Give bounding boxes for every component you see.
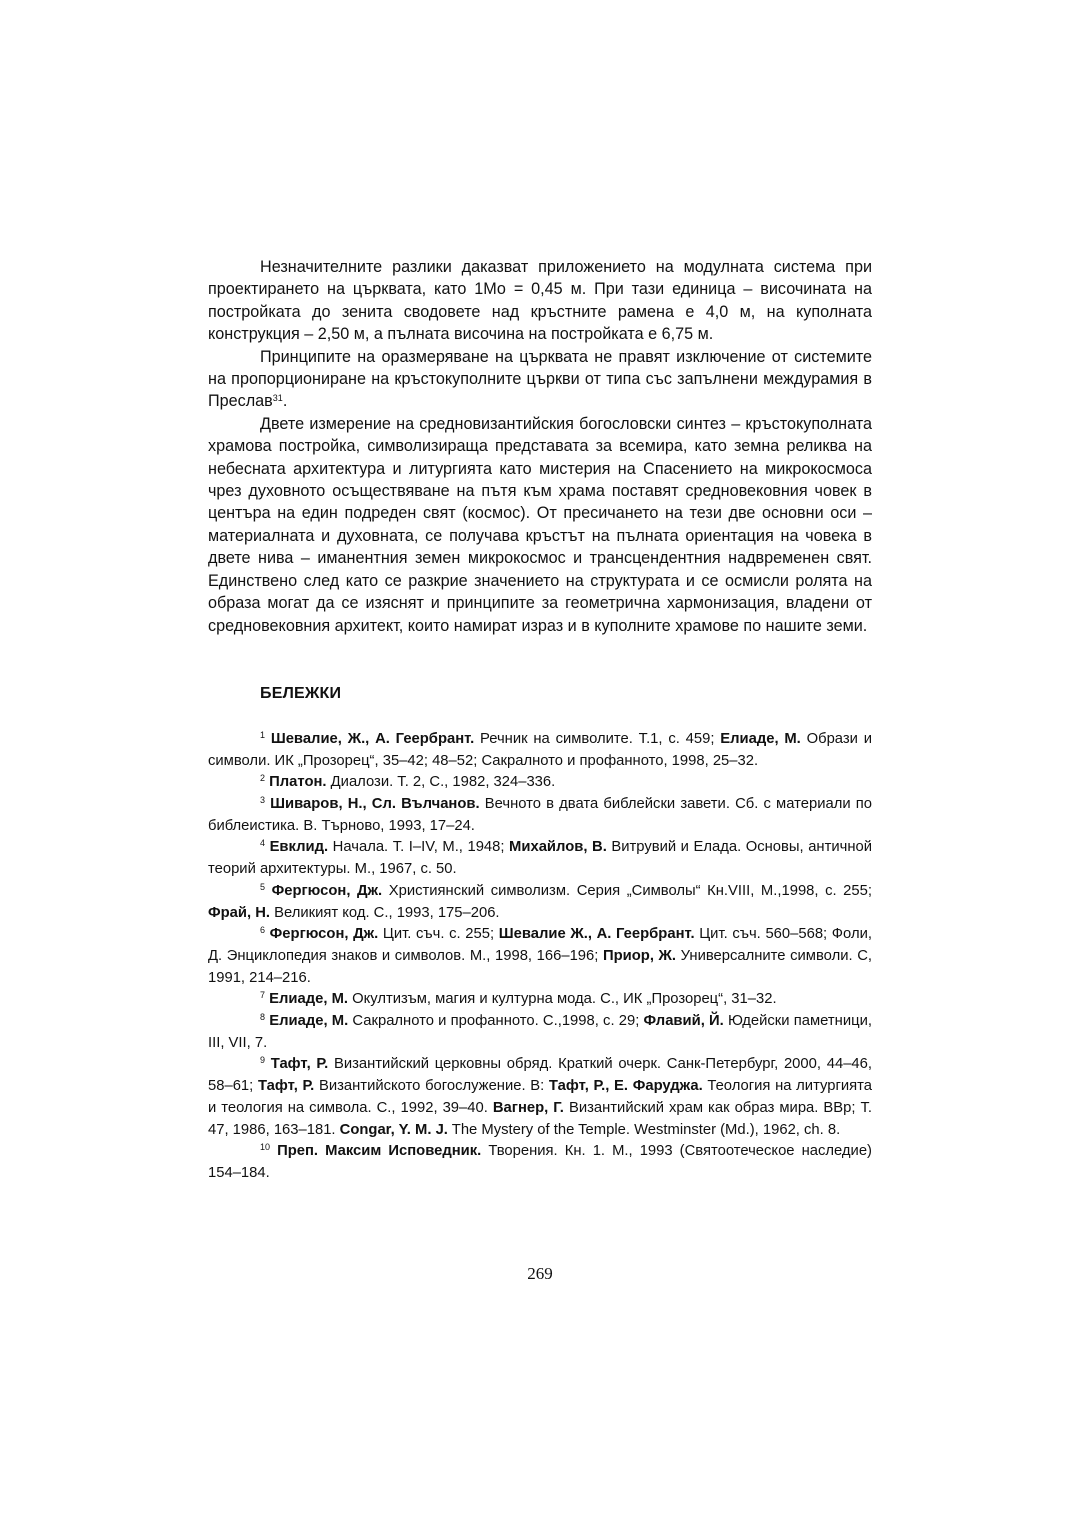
citation-text: Начала. Т. I–IV, М., 1948; (328, 839, 510, 856)
footnote-number: 7 (260, 990, 266, 1001)
footnote (208, 729, 872, 772)
paragraph-2-text: Принципите на оразмеряване на църквата не правят изключение от системите на пропорциониране на кръстокуполните църкви от типа със запълнени междурамия в Преслав (208, 347, 872, 411)
footnote-number: 8 (260, 1012, 266, 1023)
footnote-number: 6 (260, 925, 266, 936)
author: Приор, Ж. (602, 947, 677, 964)
author: Елиаде, М. (269, 991, 349, 1008)
citation-text: Сакралното и профанното. С.,1998, с. 29; (348, 1013, 644, 1030)
citation-text: Византийский храм как образ мира. ВВр; Т. 47, 1986, 163–181. (208, 1099, 873, 1138)
author: Congar, Y. M. J. (339, 1121, 448, 1138)
paragraph-2 (208, 346, 872, 413)
citation-text: Творения. Кн. 1. М., 1993 (Святоотеческое наследие) 154–184. (208, 1143, 872, 1181)
footnote (208, 772, 872, 794)
citation-text: Цит. съч. 560–568; Фоли, Д. Энциклопедия знаков и символов. М., 1998, 166–196; (208, 926, 872, 964)
citation-text: Цит. съч. с. 255; (378, 926, 499, 943)
citation-text: Образи и символи. ИК „Прозорец“, 35–42; 48–52; Сакралното и профанното, 1998, 25–32. (208, 730, 872, 769)
footnote (208, 1054, 872, 1141)
section-heading: БЕЛЕЖКИ (260, 684, 342, 702)
footnote (208, 794, 872, 837)
footnote (208, 989, 872, 1011)
author: Флавий, Й. (643, 1013, 724, 1030)
author: Вагнер, Г. (492, 1099, 564, 1116)
author: Фрай, Н. (208, 904, 271, 921)
author: Платон. (269, 774, 327, 791)
footnotes-list (208, 729, 872, 1185)
footnote-ref-31: 31 (272, 393, 283, 404)
footnote-number: 2 (260, 773, 266, 784)
author: Михайлов, В. (509, 839, 607, 856)
citation-text: Вечното в двата библейски завети. Сб. с материали по библеистика. В. Търново, 1993, 17–24. (208, 796, 872, 834)
footnote-number: 1 (260, 729, 266, 740)
footnote (208, 924, 872, 989)
author: Елиаде, М. (720, 730, 801, 747)
page-number: 269 (527, 1264, 553, 1283)
footnote-number: 5 (260, 881, 266, 892)
footnote-number: 3 (260, 795, 266, 806)
author: Евклид. (269, 839, 329, 856)
citation-text: Византийский церковны обряд. Краткий очерк. Санк-Петербург, 2000, 44–46, 58–61; (208, 1056, 872, 1095)
footnote (208, 881, 872, 924)
footnote (208, 1141, 872, 1184)
citation-text: Окултизъм, магия и културна мода. С., ИК „Прозорец“, 31–32. (348, 991, 777, 1008)
footnote-number: 9 (260, 1055, 266, 1066)
author: Шевалие Ж., А. Геербрант. (498, 926, 695, 943)
citation-text: Византийското богослужение. В: (314, 1078, 549, 1095)
author: Тафт, Р. (270, 1056, 329, 1073)
author: Шиваров, Н., Сл. Вълчанов. (270, 796, 480, 813)
citation-text: Диалози. Т. 2, С., 1982, 324–336. (326, 774, 556, 791)
paragraph-2-end: . (282, 392, 288, 411)
citation-text: Юдейски паметници, III, VII, 7. (208, 1013, 872, 1051)
footnote-number: 10 (260, 1142, 271, 1153)
footnote (208, 1011, 872, 1054)
author: Фергюсон, Дж. (271, 882, 383, 899)
citation-text: Универсалните символи. С, 1991, 214–216. (208, 947, 872, 986)
body-text (208, 256, 872, 637)
citation-text: Витрувий и Елада. Основы, античной теорий архитектуры. М., 1967, с. 50. (208, 839, 873, 878)
footnote (208, 837, 872, 880)
author: Тафт, Р., Е. Фаруджа. (548, 1078, 703, 1095)
footnote-number: 4 (260, 838, 266, 849)
citation-text: Теология на литургията и теология на символа. С., 1992, 39–40. (208, 1078, 872, 1116)
citation-text: The Mystery of the Temple. Westminster (Md.), 1962, ch. 8. (447, 1121, 841, 1138)
page-content (208, 256, 872, 1185)
citation-text: Речник на символите. Т.1, с. 459; (474, 730, 721, 747)
paragraph-3: Двете измерение на средновизантийския богословски синтез – кръстокуполната храмова постройка, символизираща представата за всемира, като земна реликва на небесната архитектура и литургията като мистерия на Спасението на микрокосмоса чрез духовното осъществяване на пътя към храма поставят средновековния човек в центъра на един подреден свят (космос). От пресичането на тези две основни оси – материалната и духовната, се получава кръстът на пълната ориентация на човека в двете нива – иманентния земен микрокосмос и трансцендентния надвременен свят. Единствено след като се разкрие значението на структурата и се осмисли ролята на образа могат да се изяснят и принципите за геометрична хармонизация, владени от средновековния архитект, които намират израз и в куполните храмове по нашите земи. (208, 414, 872, 635)
paragraph-1: Незначителните разлики даказват приложението на модулната система при проектирането на църквата, като 1Мо = 0,45 м. При тази единица – височината на постройката до зенита сводовете над кръстните рамена е 4,0 м, на куполната конструкция – 2,50 м, а пълната височина на постройката е 6,75 м. (208, 258, 872, 344)
author: Преп. Максим Исповедник. (277, 1143, 482, 1160)
author: Фергюсон, Дж. (269, 926, 379, 943)
author: Тафт, Р. (257, 1078, 315, 1095)
citation-text: Великият код. С., 1993, 175–206. (270, 904, 500, 921)
author: Елиаде, М. (269, 1013, 349, 1030)
author: Шевалие, Ж., А. Геербрант. (270, 730, 475, 747)
citation-text: Християнский символизм. Серия „Символы“ Кн.VIII, М.,1998, с. 255; (382, 882, 872, 899)
